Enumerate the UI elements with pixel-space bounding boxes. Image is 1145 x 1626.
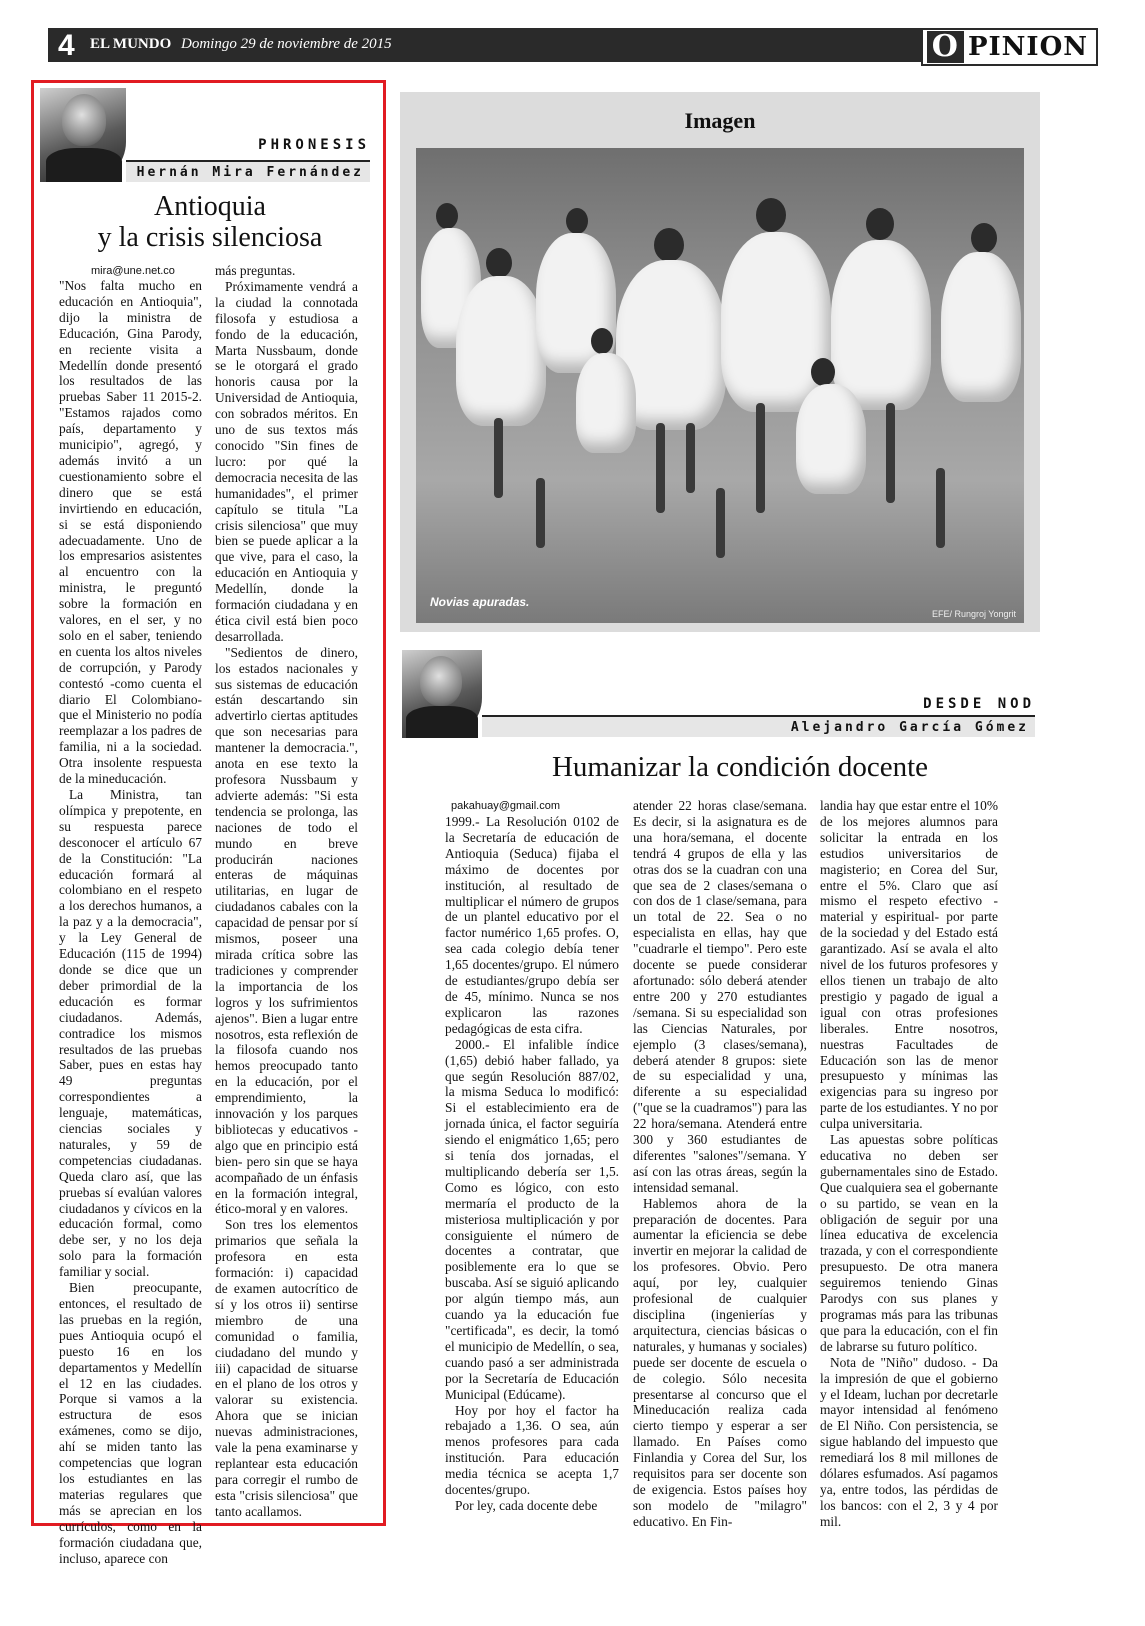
paragraph: Bien preocupante, entonces, el resultado de las pruebas en la región, pues Antioquia ocupó el puesto 16 en los departamentos y Medellín el 12 en las ciudades. Porque si vamos a la estructura de esos exámenes, como se dijo, ahí se miden tanto las competencias que logran los estudiantes en las materias regulares que más se aprecian en los currículos, como en la formación ciudadana que, incluso, aparece con	[59, 1280, 202, 1566]
paragraph: Las apuestas sobre políticas educativa no deben ser gubernamentales sino de Estado. Que cualquiera sea el gobernante o su partido, se vean en la obligación de seguir por una línea educativa de excelencia trazada, y con el correspondiente presupuesto. De otra manera seguiremos teniendo Ginas Parodys con sus planes y programas más para las tribunas que para la educación, con el fin de labrarse su futuro político.	[820, 1132, 998, 1354]
right-article-column-2	[633, 798, 807, 1529]
page-number: 4	[58, 29, 75, 62]
section-rest: PINION	[967, 32, 1088, 62]
issue-date: Domingo 29 de noviembre de 2015	[181, 36, 392, 52]
paragraph: Nota de "Niño" dudoso. - Da la impresión de que el gobierno y el Ideam, luchan por decretarle mayor intensidad al fenómeno de El Niño. Con persistencia, se sigue hablando del impuesto que remediará los 8 mil millones de dólares esfumados. Así pagamos ya, entre todos, las pérdidas de los bancos: con el 2, 3 y 4 por mil.	[820, 1354, 998, 1529]
masthead-bar	[48, 28, 1098, 62]
author-email-mira: mira@une.net.co	[91, 265, 175, 277]
column-label-phronesis: PHRONESIS	[258, 137, 370, 153]
left-article-column-2	[215, 263, 358, 1519]
paragraph: Hoy por hoy el factor ha rebajado a 1,36. O sea, aún menos profesores para cada institución. Para educación media técnica se acepta 1,7 docentes/grupo.	[445, 1402, 619, 1498]
section-initial: O	[927, 31, 964, 63]
photo-credit: EFE/ Rungroj Yongrit	[931, 609, 1016, 619]
paragraph: Son tres los elementos primarios que señala la profesora en esta formación: i) capacidad de examen autocrítico de sí y los otros ii) sentirse miembro de una comunidad o familia, ciudadano del mundo y iii) capacidad de situarse en el plano de los otros y valorar su existencia. Ahora que se inician nuevas administraciones, vale la pena examinarse y replantear esta educación para corregir el rumbo de esta "crisis silenciosa" que tanto acallamos.	[215, 1217, 358, 1519]
section-label	[921, 28, 1098, 66]
author-name-mira: Hernán Mira Fernández	[126, 160, 370, 182]
paragraph: 1999.- La Resolución 0102 de la Secretaría de educación de Antioquia (Seduca) fijaba el máximo de docentes por institución, al resultado de multiplicar el número de grupos de un plantel educativo por el factor numérico 1,65 profes. O, sea cada colegio debía tener 1,65 docentes/grupo. El número de estudiantes/grupo debía ser de 45, mínimo. Nunca se nos explicaron las razones pedagógicas de esta cifra.	[445, 814, 619, 1036]
left-article-title	[40, 192, 380, 254]
paragraph: atender 22 horas clase/semana. Es decir, si la asignatura es de una hora/semana, el docente tendrá 4 grupos de ella y las otras dos se la cuadran con una que sea de 2 clases/semana o con dos de 1 clase/semana, para un total de 22. Sea o no especialista en ellas, hay que "cuadrarle el tiempo". Pero este docente se puede considerar afortunado: sólo deberá atender entre 200 y 270 estudiantes /semana. Si su especialidad son las Ciencias Naturales, por ejemplo (3 clases/semana), deberá atender 8 grupos: siete de su especialidad y una, diferente a su especialidad ("que se la cuadramos") para las 22 hora/semana. Atenderá entre 300 y 360 estudiantes de diferentes "salones"/semana. Y así con las otras áreas, según la intensidad semanal.	[633, 798, 807, 1195]
image-section-title: Imagen	[684, 108, 756, 133]
author-name-garcia: Alejandro García Gómez	[482, 715, 1035, 737]
photo-caption: Novias apuradas.	[430, 595, 530, 609]
paragraph: La Ministra, tan olímpica y prepotente, en su respuesta parece desconocer el artículo 67 de la Constitución: "La educación formará al colombiano en el respeto a los derechos humanos, a la paz y a la democracia", y la Ley General de Educación (115 de 1994) donde se dice que un deber primordial de la educación es formar ciudadanos. Además, contradice los mismos resultados de las pruebas Saber, pues en estas hay 49 preguntas correspondientes a lenguaje, matemáticas, ciencias sociales y naturales, y 59 de competencias ciudadanas. Queda claro así, que las pruebas sí evalúan valores ciudadanos y cívicos en la educación formal, como debe ser, y no los deja solo para la formación familiar y social.	[59, 787, 202, 1280]
brides-running-photo	[416, 148, 1024, 623]
paragraph: Hablemos ahora de la preparación de docentes. Para aumentar la eficiencia se debe invertir en mejorar la calidad de los profesores. Obvio. Pero aquí, por ley, cualquier profesional de cualquier disciplina (ingenierías y arquitectura, ciencias básicas o naturales, y humanas y sociales) puede ser docente de escuela o de colegio. Sólo necesita presentarse al concurso que el Mineducación realiza cada cierto tiempo y esperar a ser llamado. En Países como Finlandia y Corea del Sur, los requisitos para ser docente son de exigencia. Estos países hoy son modelo de "milagro" educativo. En Fin-	[633, 1195, 807, 1529]
paragraph: "Sedientos de dinero, los estados nacionales y sus sistemas de educación están descartando sin advertirlo ciertas aptitudes que son necesarias para mantener la democracia.", anota en ese texto la profesora Nussbaum y advierte además: "Si esta tendencia se prolonga, las naciones de todo el mundo en breve producirán naciones enteras de máquinas utilitarias, en lugar de ciudadanos cabales con la capacidad de pensar por sí mismos, poseer una mirada crítica sobre las tradiciones y comprender la importancia de los logros y los sufrimientos ajenos". Bien a lugar entre nosotros, esta reflexión de la filosofa cuando nos hemos preocupado tanto en la educación, por el emprendimiento, la innovación y los parques bibliotecas y educativos -algo que en principio está bien- pero sin que se haya acompañado de un énfasis en la formación integral, ético-moral y en valores.	[215, 644, 358, 1217]
title-line-2: y la crisis silenciosa	[97, 221, 323, 253]
right-article-column-1	[445, 814, 619, 1524]
paragraph: Por ley, cada docente debe	[455, 1497, 598, 1513]
right-article-column-3	[820, 798, 998, 1529]
paragraph: Próximamente vendrá a la ciudad la connotada filosofa y estudiosa a fondo de la educación, Marta Nussbaum, donde se le otorgará el grado honoris causa por la Universidad de Antioquia, con sobrados méritos. En uno de sus textos más conocido "Sin fines de lucro: por qué la democracia necesita de las humanidades", el primer capítulo se titula "La crisis silenciosa" que muy bien se puede aplicar a la que vive, para el caso, la educación en Antioquia y Medellín, donde la formación ciudadana y en ética civil está bien poco desarrollada.	[215, 278, 358, 644]
author-portrait-mira	[40, 88, 126, 182]
author-email-garcia: pakahuay@gmail.com	[451, 800, 560, 812]
paragraph: "Nos falta mucho en educación en Antioquia", dijo la ministra de Educación, Gina Parody, en reciente visita a Medellín donde presentó los resultados de las pruebas Saber 11 2015-2. "Estamos rajados como país, departamento y municipio", agregó, y además invitó a un cuestionamiento sobre el dinero que se está invirtiendo en educación, si se está disponiendo adecuadamente. Uno de los empresarios asistentes al encuentro con la ministra, le preguntó sobre la formación en valores, en el ser, y no solo en el saber, teniendo en cuenta los altos niveles de corrupción, y Parody contestó -como cuenta el diario El Colombiano- que el Ministerio no podía reemplazar a los padres de familia, ni a la sociedad. Otra insolente respuesta de la mineducación.	[59, 278, 202, 787]
paragraph: 2000.- El infalible índice (1,65) debió haber fallado, ya que según Resolución 887/02, la misma Seduca lo modificó: Si el establecimiento era de jornada única, el factor seguiría siendo el enigmático 1,65; pero si tenía dos jornadas, el multiplicando debería ser 1,5. Como es lógico, con esto mermaría el producto de la misteriosa multiplicación y por consiguiente el número de docentes a contratar, que posiblemente era lo que se buscaba. Así se siguió aplicando por algún tiempo más, aun cuando ya la educación fue "certificada", es decir, la tomó el municipio de Medellín, o sea, cuando pasó a ser administrada por la Secretaría de Educación Municipal (Edúcame).	[445, 1036, 619, 1402]
paragraph: más preguntas.	[215, 263, 296, 278]
paper-name: EL MUNDO	[90, 36, 172, 52]
column-label-desde-nod: DESDE NOD	[923, 696, 1035, 712]
left-article-column-1	[59, 278, 202, 1566]
right-article-title: Humanizar la condición docente	[551, 751, 929, 783]
title-line-1: Antioquia	[154, 191, 266, 222]
paragraph: landia hay que estar entre el 10% de los mejores alumnos para solicitar la entrada en los estudios universitarios de magisterio; en Corea del Sur, entre el 5%. Claro que así mismo el respeto efectivo -material y espiritual- por parte de la sociedad y del Estado está garantizado. Así se avala el alto nivel de los futuros profesores y ellos tienen un trabajo de alto prestigio y pagado de igual a igual con otras profesiones liberales. Entre nosotros, nuestras Facultades de Educación son las de menor presupuesto y mínimas las exigencias para su ingreso por parte de los estudiantes. Y no por culpa universitaria.	[820, 798, 998, 1132]
masthead-paper	[90, 36, 392, 53]
featured-image-block	[400, 92, 1040, 632]
author-portrait-garcia	[402, 650, 482, 738]
